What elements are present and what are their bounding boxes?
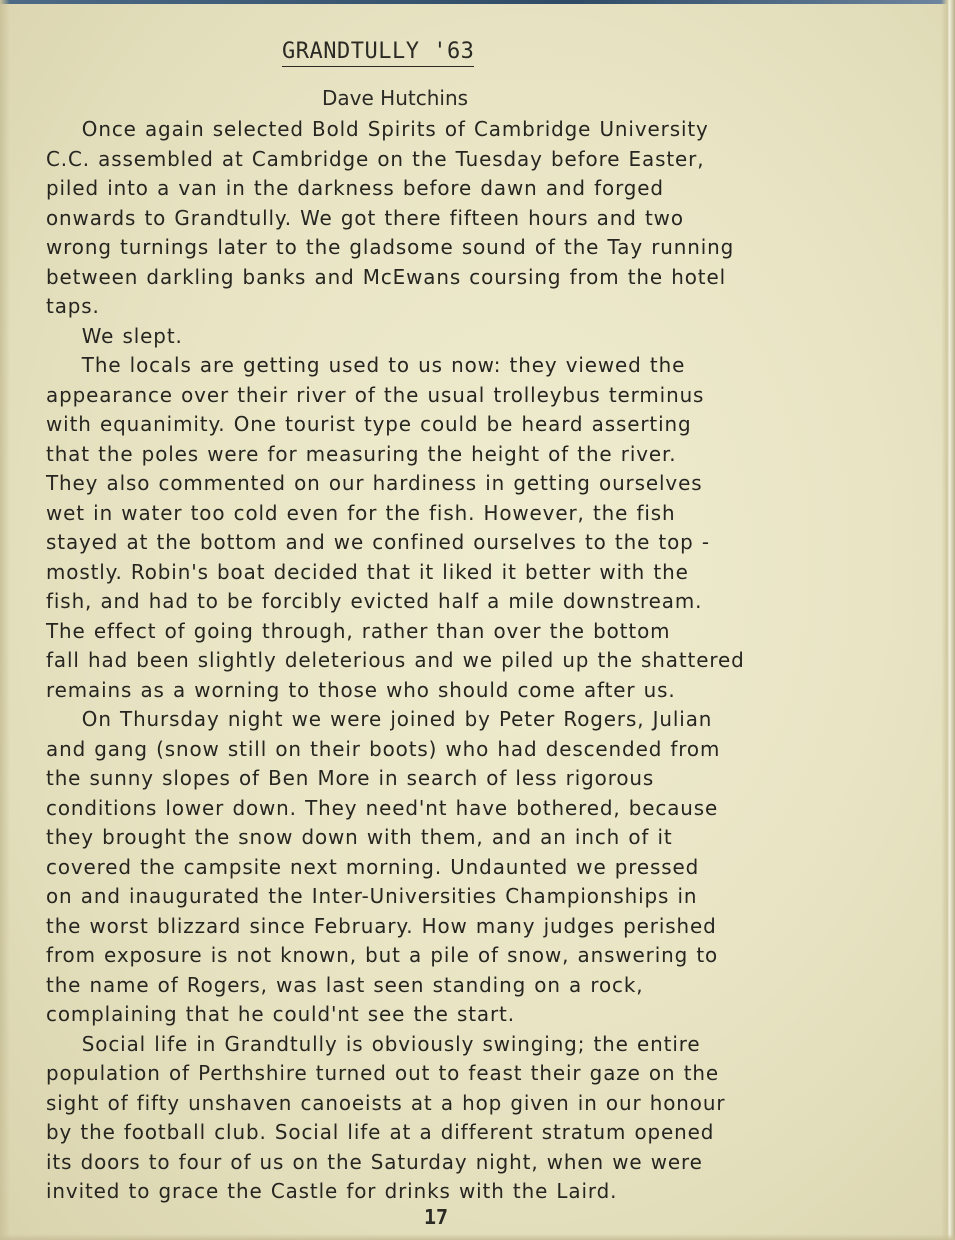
- text-line: On Thursday night we were joined by Peter Rogers, Julian: [81, 707, 713, 731]
- text-line: by the football club. Social life at a different stratum opened: [46, 1120, 715, 1144]
- text-line: conditions lower down. They need'nt have bothered, because: [46, 795, 719, 820]
- text-line: that the poles were for measuring the height of the river.: [46, 441, 677, 466]
- text-line: covered the campsite next morning. Undaunted we pressed: [46, 854, 700, 879]
- text-line: fall had been slightly deleterious and we piled up the shattered: [46, 648, 745, 672]
- text-line: invited to grace the Castle for drinks with the Laird.: [46, 1179, 618, 1203]
- text-line: Social life in Grandtully is obviously swinging; the entire: [81, 1031, 701, 1056]
- article-body: [46, 115, 886, 1207]
- text-line: from exposure is not known, but a pile of snow, answering to: [46, 943, 719, 967]
- text-line: population of Perthshire turned out to feast their gaze on the: [46, 1061, 720, 1085]
- page-left-edge: [0, 0, 10, 1240]
- article-author: Dave Hutchins: [322, 86, 469, 110]
- text-line: sight of fifty unshaven canoeists at a hop given in our honour: [46, 1090, 726, 1115]
- text-line: The locals are getting used to us now: they viewed the: [81, 353, 686, 377]
- text-line: remains as a worning to those who should come after us.: [46, 677, 676, 702]
- article-title: GRANDTULLY '63: [282, 39, 474, 67]
- page-right-edge: [941, 0, 955, 1240]
- text-line: onwards to Grandtully. We got there fifteen hours and two: [46, 205, 684, 230]
- text-line: the name of Rogers, was last seen standing on a rock,: [46, 972, 644, 997]
- text-line: the sunny slopes of Ben More in search of less rigorous: [46, 766, 655, 790]
- text-line: they brought the snow down with them, and an inch of it: [46, 825, 673, 849]
- text-line: stayed at the bottom and we confined ourselves to the top -: [46, 530, 710, 554]
- text-line: between darkling banks and McEwans coursing from the hotel: [46, 264, 727, 289]
- text-line: complaining that he could'nt see the start.: [46, 1002, 515, 1026]
- page-bottom-edge: [0, 1234, 955, 1240]
- text-line: the worst blizzard since February. How many judges perished: [46, 913, 717, 938]
- text-line: Once again selected Bold Spirits of Cambridge University: [81, 117, 709, 141]
- text-line: fish, and had to be forcibly evicted half a mile downstream.: [46, 589, 703, 613]
- text-line: and gang (snow still on their boots) who had descended from: [46, 736, 721, 761]
- text-line: piled into a van in the darkness before dawn and forged: [46, 176, 664, 200]
- text-line: with equanimity. One tourist type could be heard asserting: [46, 412, 692, 436]
- text-line: its doors to four of us on the Saturday night, when we were: [46, 1149, 703, 1174]
- text-line: appearance over their river of the usual trolleybus terminus: [46, 382, 705, 407]
- text-line: taps.: [46, 294, 100, 318]
- text-line: on and inaugurated the Inter-Universities Championships in: [46, 884, 698, 908]
- page-number: 17: [424, 1205, 449, 1229]
- page-top-edge: [0, 0, 955, 4]
- text-line: They also commented on our hardiness in getting ourselves: [46, 471, 703, 495]
- text-line: C.C. assembled at Cambridge on the Tuesday before Easter,: [46, 146, 705, 171]
- text-line: mostly. Robin's boat decided that it liked it better with the: [46, 559, 689, 584]
- text-line: We slept.: [81, 323, 183, 348]
- text-line: wet in water too cold even for the fish. However, the fish: [46, 500, 676, 525]
- text-line: The effect of going through, rather than over the bottom: [46, 618, 671, 643]
- text-line: wrong turnings later to the gladsome sound of the Tay running: [46, 235, 735, 259]
